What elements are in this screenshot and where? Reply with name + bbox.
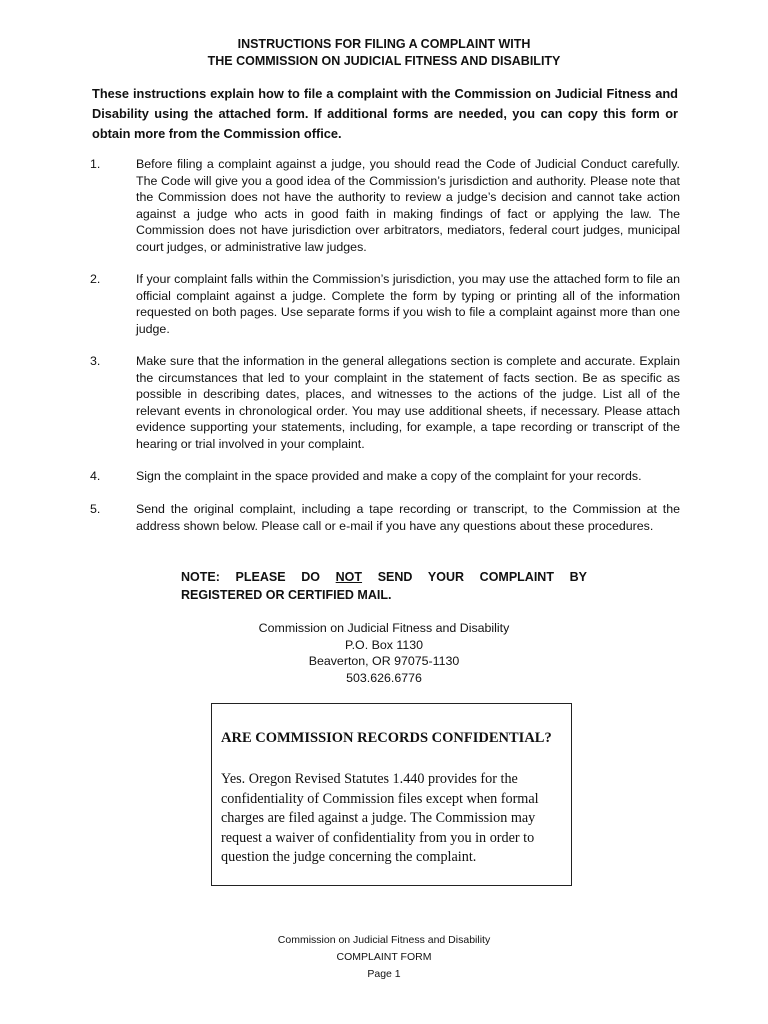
instruction-item-1 [90,156,680,255]
note-prefix: NOTE: PLEASE DO [181,570,336,584]
instruction-item-2 [90,271,680,337]
footer-commission-name: Commission on Judicial Fitness and Disability [277,934,491,946]
item-number: 2. [90,272,101,286]
item-text: Before filing a complaint against a judge, you should read the Code of Judicial Conduct carefully. The Code will give you a good idea of the Commission’s jurisdiction and authority. Please note that the Commission does not have the authority to review a judge’s decision and cannot take action against a judge who acts in good faith in making findings of fact or applying the law. The Commission does not have jurisdiction over arbitrators, mediators, federal court judges, municipal court judges, or administrative law judges. [136,157,680,254]
item-number: 1. [90,157,101,171]
item-number: 4. [90,469,101,483]
note-line-2: REGISTERED OR CERTIFIED MAIL. [181,588,392,602]
item-number: 5. [90,502,101,516]
note-emphasis: NOT [335,570,363,584]
address-phone: 503.626.6776 [346,670,422,685]
item-text: If your complaint falls within the Commission’s jurisdiction, you may use the attached form to file an official complaint against a judge. Complete the form by typing or printing all of the information requested on both pages. Use separate forms if you wish to file a complaint against more than one judge. [136,272,680,336]
document-title-line-2: THE COMMISSION ON JUDICIAL FITNESS AND DISABILITY [207,54,561,68]
confidentiality-box [211,703,572,886]
item-text: Make sure that the information in the general allegations section is complete and accurate. Explain the circumstances that led to your complaint in the statement of facts section. Be as specific as possible in describing dates, places, and witnesses to the actions of the judge. List all of the relevant events in chronological order. You may use additional sheets, if necessary. Please attach evidence supporting your statements, including, for example, a tape recording or transcript of the hearing or trial involved in your complaint. [136,354,680,451]
mail-note [181,568,587,604]
note-line-1 [181,568,587,586]
instruction-item-3 [90,353,680,452]
address-name: Commission on Judicial Fitness and Disability [258,621,510,635]
address-city: Beaverton, OR 97075-1130 [308,654,460,668]
item-text: Sign the complaint in the space provided and make a copy of the complaint for your records. [136,469,642,483]
item-text: Send the original complaint, including a tape recording or transcript, to the Commission at the address shown below. Please call or e-mail if you have any questions about these procedures. [136,502,680,533]
footer-page-number: Page 1 [367,968,401,980]
commission-address [0,620,768,686]
instruction-item-4 [90,468,680,485]
item-number: 3. [90,354,101,368]
instruction-item-5 [90,501,680,534]
footer-form-name: COMPLAINT FORM [336,951,432,963]
address-po-box: P.O. Box 1130 [344,637,424,652]
document-title-line-1: INSTRUCTIONS FOR FILING A COMPLAINT WITH [237,37,531,51]
confidentiality-body: Yes. Oregon Revised Statutes 1.440 provides for the confidentiality of Commission files except when formal charges are filed against a judge. The Commission may request a waiver of confidentiality from you in order to question the judge concerning the complaint. [221,771,539,865]
intro-paragraph: These instructions explain how to file a complaint with the Commission on Judicial Fitness and Disability using the attached form. If additional forms are needed, you can copy this form or obtain more from the Commission office. [92,86,678,141]
confidentiality-heading: ARE COMMISSION RECORDS CONFIDENTIAL? [221,730,552,746]
note-suffix: SEND YOUR COMPLAINT BY [362,570,587,584]
page-footer [0,932,768,983]
